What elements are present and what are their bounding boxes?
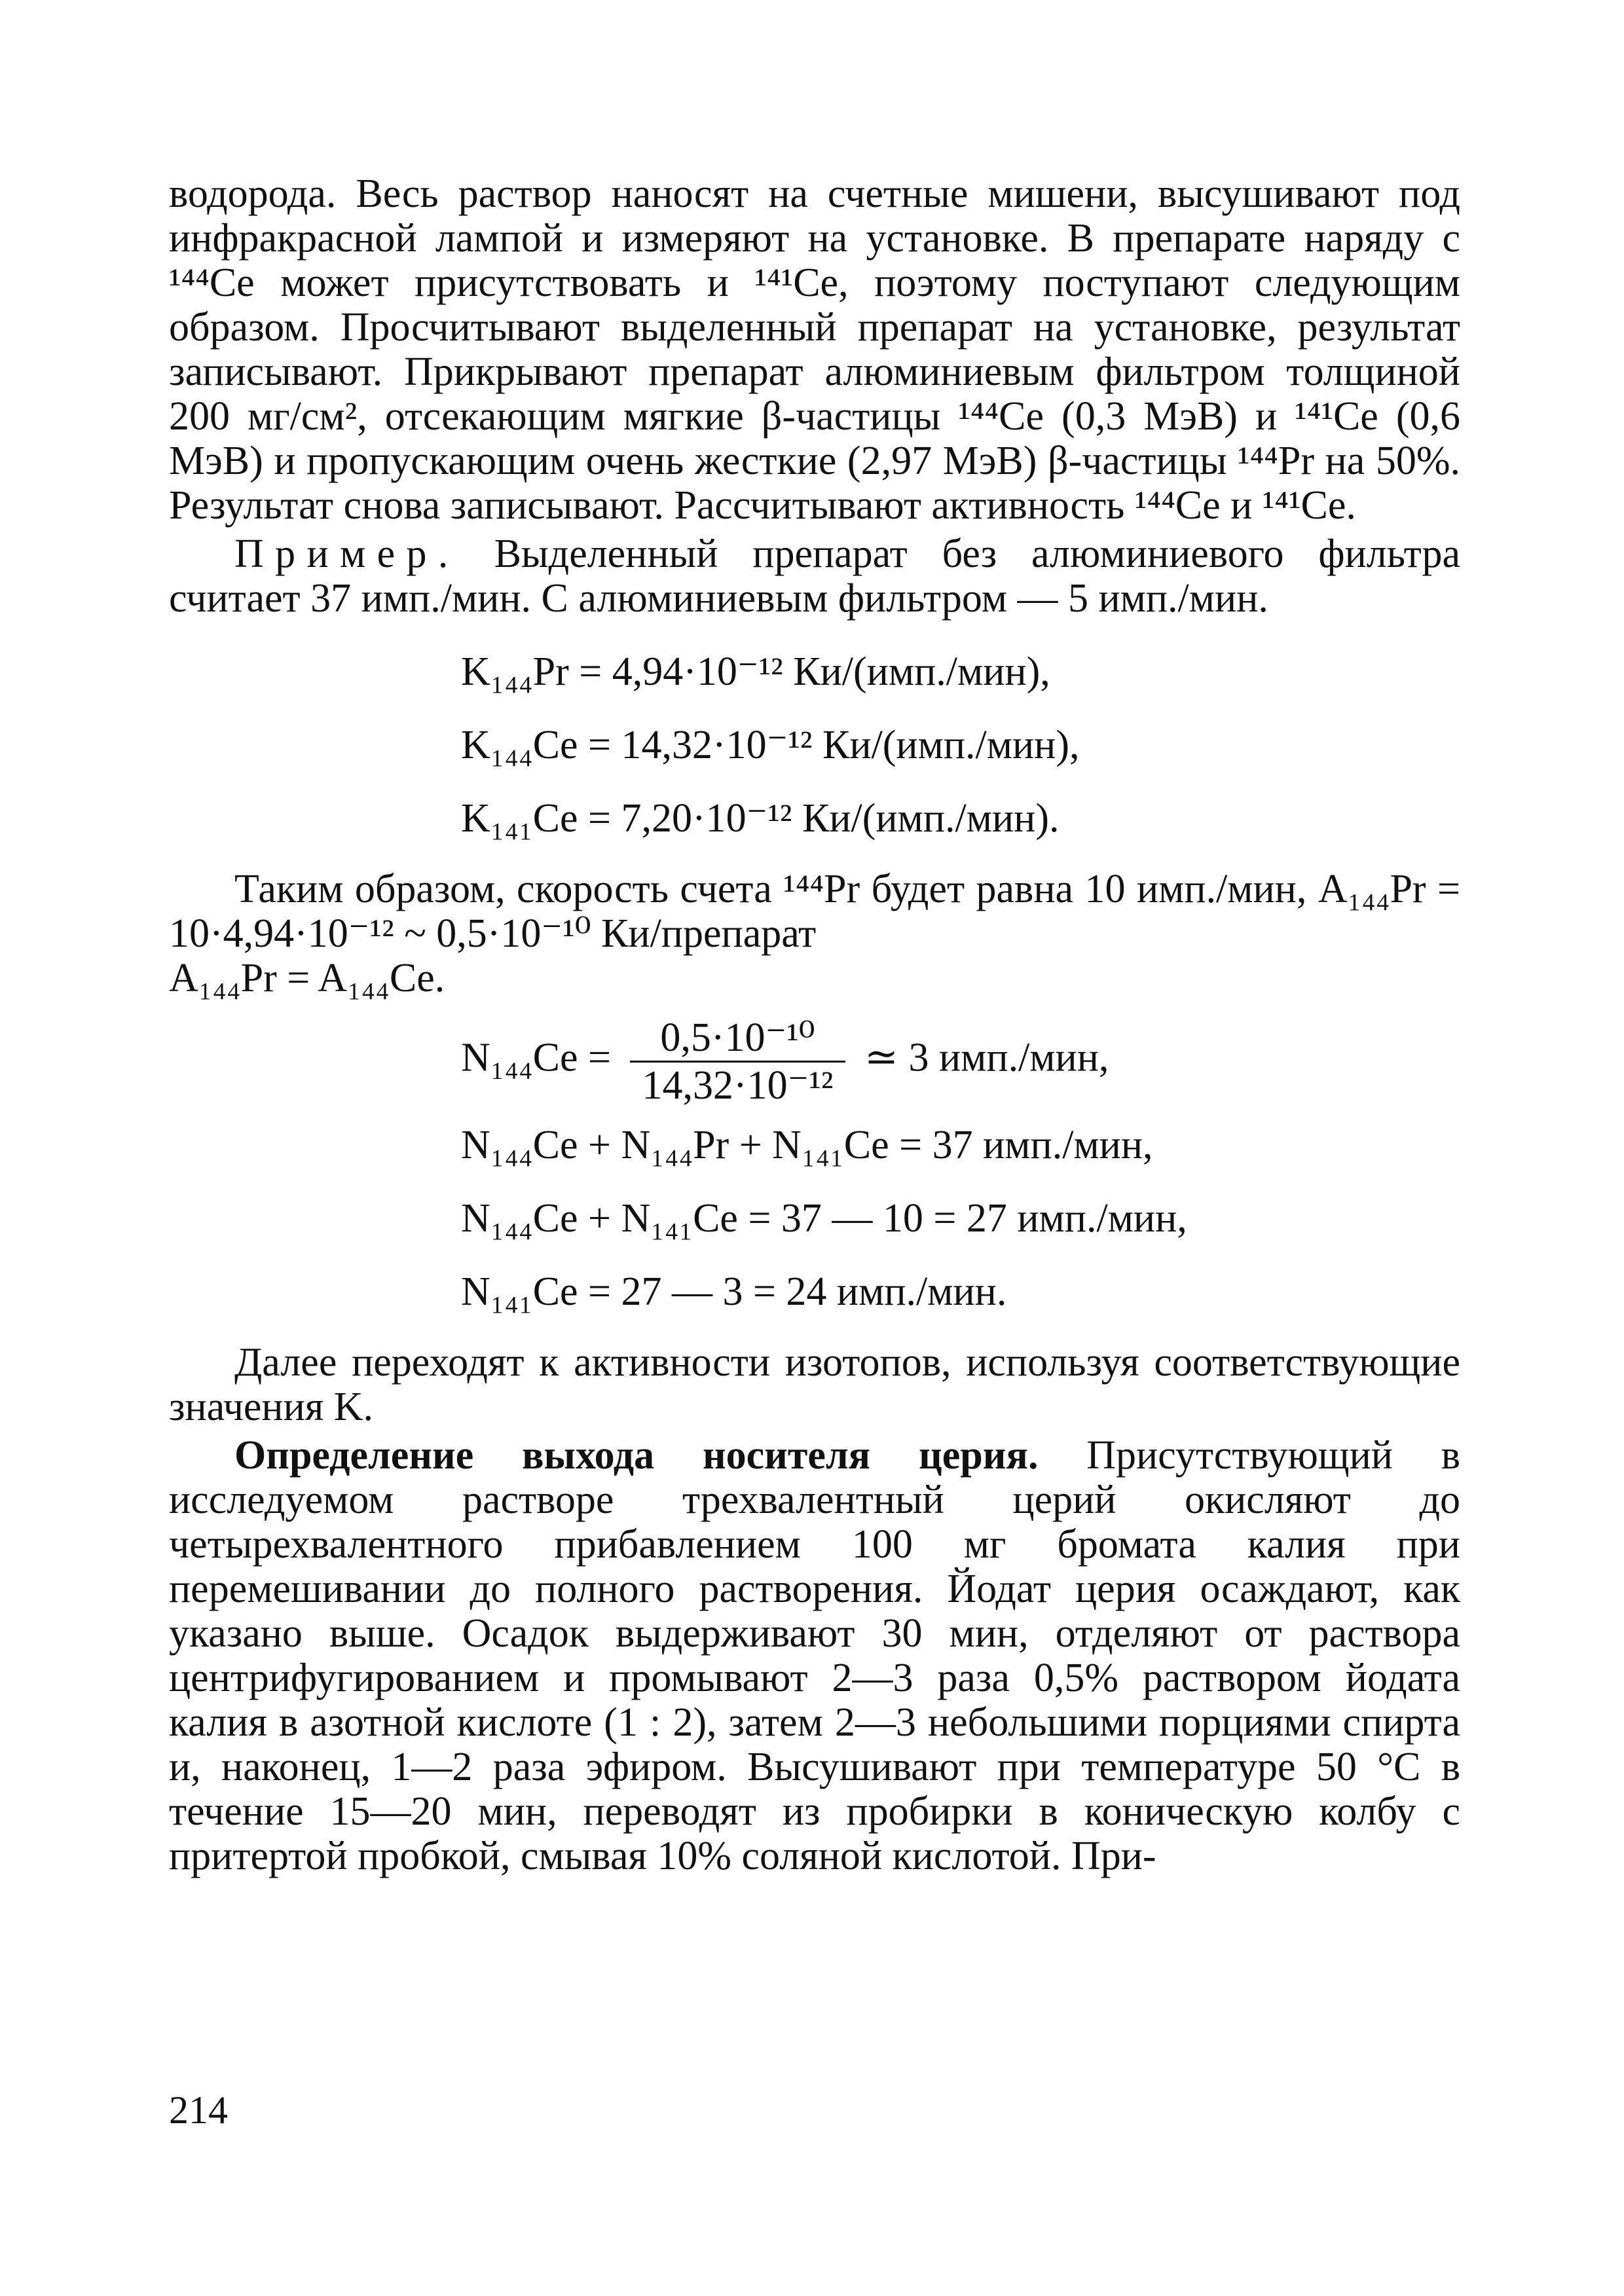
k-coefficients bbox=[169, 635, 1460, 855]
section-title: Определение выхода носителя церия. bbox=[234, 1433, 1039, 1478]
formula-n-sum-ce: N₁₄₄Ce + N₁₄₁Ce = 37 — 10 = 27 имп./мин, bbox=[461, 1196, 1187, 1241]
paragraph-section bbox=[169, 1433, 1460, 1878]
section-text: Присутствующий в исследуемом растворе трехвалентный церий окисляют до четырехвалентного прибавлением 100 мг бромата калия при перемешивании до полного растворения. Йодат церия осаждают, как указано выше. Осадок выдерживают 30 мин, отделяют от раствора центрифугированием и промывают 2—3 раза 0,5% раствором йодата калия в азотной кислоте (1 : 2), затем 2—3 небольшими порциями спирта и, наконец, 1—2 раза эфиром. Высушивают при температуре 50 °C в течение 15—20 мин, переводят из пробирки в коническую колбу с притертой пробкой, смывая 10% соляной кислотой. При- bbox=[169, 1433, 1461, 1878]
count-equations bbox=[169, 1015, 1460, 1328]
fraction-rhs: ≃ 3 имп./мин, bbox=[864, 1035, 1109, 1080]
body-text bbox=[169, 172, 1460, 1878]
paragraph-example bbox=[169, 532, 1460, 621]
fraction-denominator: 14,32·10⁻¹² bbox=[642, 1063, 834, 1108]
fraction bbox=[630, 1015, 845, 1108]
formula-n-ce141: N₁₄₁Ce = 27 — 3 = 24 имп./мин. bbox=[461, 1269, 1007, 1314]
paragraph-next: Далее переходят к активности изотопов, используя соответствующие значения K. bbox=[169, 1340, 1460, 1429]
page-number: 214 bbox=[169, 2088, 228, 2132]
formula-k-ce144: K₁₄₄Ce = 14,32·10⁻¹² Ки/(имп./мин), bbox=[461, 723, 1080, 767]
formula-k-pr144: K₁₄₄Pr = 4,94·10⁻¹² Ки/(имп./мин), bbox=[461, 649, 1050, 694]
example-text: Выделенный препарат без алюминиевого фильтра считает 37 имп./мин. С алюминиевым фильтром — 5 имп./мин. bbox=[169, 532, 1460, 621]
paragraph-count-rate: Таким образом, скорость счета ¹⁴⁴Pr будет равна 10 имп./мин, A₁₄₄Pr = 10·4,94·10⁻¹² ~ 0,5·10⁻¹⁰ Ки/препарат bbox=[169, 867, 1460, 956]
paragraph-intro: водорода. Весь раствор наносят на счетные мишени, высушивают под инфракрасной лампой и измеряют на установке. В препарате наряду с ¹⁴⁴Ce может присутствовать и ¹⁴¹Ce, поэтому поступают следующим образом. Просчитывают выделенный препарат на установке, результат записывают. Прикрывают препарат алюминиевым фильтром толщиной 200 мг/см², отсекающим мягкие β-частицы ¹⁴⁴Ce (0,3 МэВ) и ¹⁴¹Ce (0,6 МэВ) и пропускающим очень жесткие (2,97 МэВ) β-частицы ¹⁴⁴Pr на 50%. Результат снова записывают. Рассчитывают активность ¹⁴⁴Ce и ¹⁴¹Ce. bbox=[169, 172, 1460, 528]
fraction-numerator: 0,5·10⁻¹⁰ bbox=[630, 1015, 845, 1063]
formula-k-ce141: K₁₄₁Ce = 7,20·10⁻¹² Ки/(имп./мин). bbox=[461, 796, 1060, 841]
fraction-lhs: N₁₄₄Ce = bbox=[461, 1035, 611, 1080]
example-label: Пример. bbox=[234, 532, 460, 576]
formula-n-ce144-fraction bbox=[169, 1015, 1460, 1108]
activity-equality: A₁₄₄Pr = A₁₄₄Ce. bbox=[169, 956, 445, 1000]
formula-n-sum-total: N₁₄₄Ce + N₁₄₄Pr + N₁₄₁Ce = 37 имп./мин, bbox=[461, 1123, 1153, 1167]
